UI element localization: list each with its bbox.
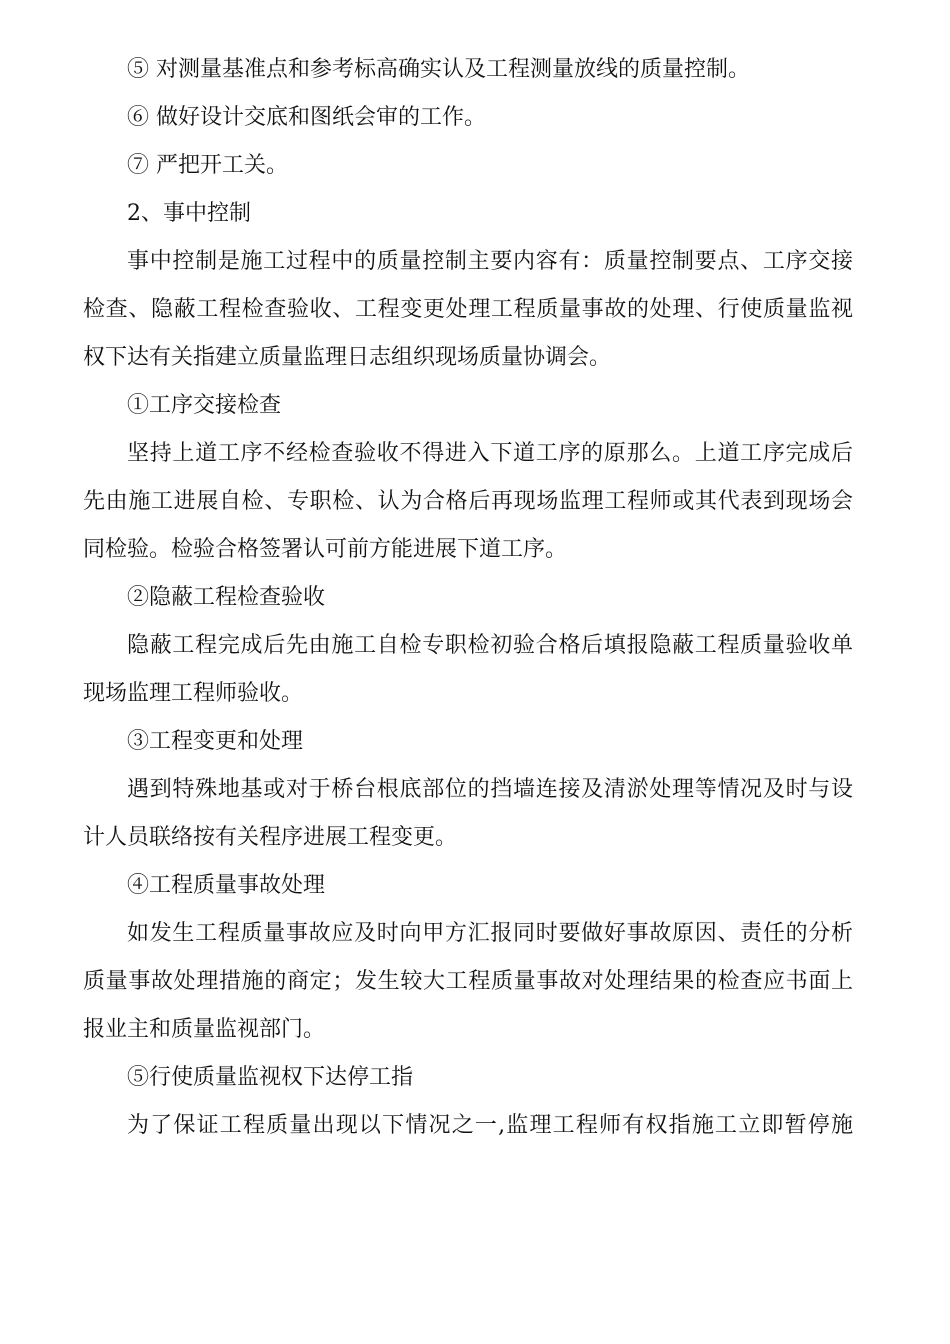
paragraph-line: 事中控制是施工过程中的质量控制主要内容有：质量控制要点、工序交接 [127,249,853,274]
paragraph-line: 报业主和质量监视部门。 [83,1017,326,1042]
paragraph-line: 检查、隐蔽工程检查验收、工程变更处理工程质量事故的处理、行使质量监视 [83,297,853,322]
paragraph-line: 现场监理工程师验收。 [83,681,304,706]
paragraph-line: 先由施工进展自检、专职检、认为合格后再现场监理工程师或其代表到现场会 [83,489,853,514]
paragraph-line: 质量事故处理措施的商定；发生较大工程质量事故对处理结果的检查应书面上 [83,969,853,994]
paragraph-line: 同检验。检验合格签署认可前方能进展下道工序。 [83,537,568,562]
subheading-stop-work-order: ⑤行使质量监视权下达停工指 [127,1065,414,1090]
paragraph-line: 隐蔽工程完成后先由施工自检专职检初验合格后填报隐蔽工程质量验收单 [127,633,853,658]
paragraph-line: 遇到特殊地基或对于桥台根底部位的挡墙连接及清淤处理等情况及时与设 [127,777,853,802]
subheading-quality-accident-handling: ④工程质量事故处理 [127,873,326,898]
paragraph-line: 权下达有关指建立质量监理日志组织现场质量协调会。 [83,345,612,370]
list-item-5-survey-control: ⑤ 对测量基准点和参考标高确实认及工程测量放线的质量控制。 [127,57,750,82]
document-body [83,46,853,1150]
paragraph-line: 坚持上道工序不经检查验收不得进入下道工序的原那么。上道工序完成后 [127,441,853,466]
paragraph-line: 为了保证工程质量出现以下情况之一,监理工程师有权指施工立即暂停施 [127,1113,853,1138]
paragraph-line: 如发生工程质量事故应及时向甲方汇报同时要做好事故原因、责任的分析 [127,921,853,946]
paragraph-line: 计人员联络按有关程序进展工程变更。 [83,825,458,850]
section-heading-in-process-control: 2、事中控制 [127,201,251,226]
subheading-process-handover-inspection: ①工序交接检查 [127,393,282,418]
list-item-7-start-control: ⑦ 严把开工关。 [127,153,288,178]
subheading-concealed-work-inspection: ②隐蔽工程检查验收 [127,585,326,610]
subheading-engineering-change: ③工程变更和处理 [127,729,304,754]
list-item-6-design-review: ⑥ 做好设计交底和图纸会审的工作。 [127,105,486,130]
